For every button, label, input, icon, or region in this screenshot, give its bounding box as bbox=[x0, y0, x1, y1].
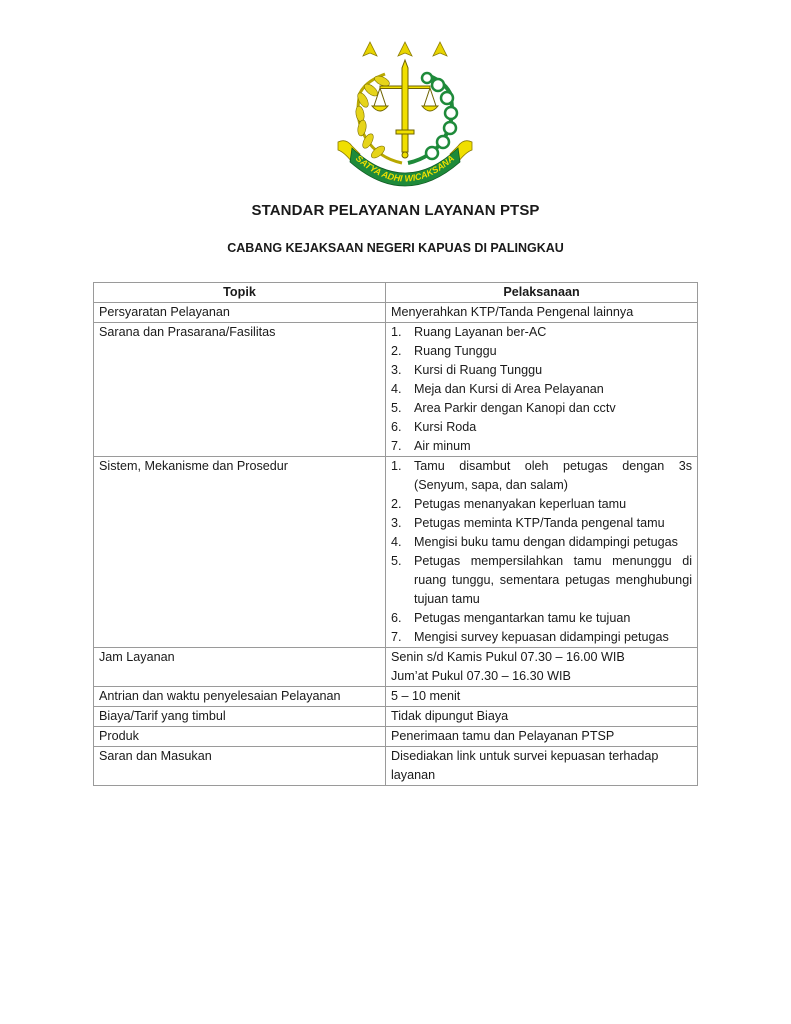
list-item: 7. Mengisi survey kepuasan didampingi petugas bbox=[391, 630, 669, 644]
value-cell: Disediakan link untuk survei kepuasan terhadap layanan bbox=[386, 747, 698, 786]
topic-cell: Persyaratan Pelayanan bbox=[94, 303, 386, 323]
sword-icon bbox=[396, 60, 414, 158]
value-cell: Menyerahkan KTP/Tanda Pengenal lainnya bbox=[386, 303, 698, 323]
value-cell bbox=[386, 323, 698, 457]
topic-cell: Sarana dan Prasarana/Fasilitas bbox=[94, 323, 386, 457]
page-subtitle: CABANG KEJAKSAAN NEGERI KAPUAS DI PALINGKAU bbox=[227, 241, 564, 255]
list-item: 4. Mengisi buku tamu dengan didampingi petugas bbox=[391, 535, 678, 549]
hours-friday: Jum’at Pukul 07.30 – 16.30 WIB bbox=[391, 669, 571, 683]
value-cell: Penerimaan tamu dan Pelayanan PTSP bbox=[386, 727, 698, 747]
list-item: 5. Petugas mempersilahkan tamu menunggu di ruang tunggu, sementara petugas menghubungi tujuan tamu bbox=[391, 554, 692, 606]
list-item: 4. Meja dan Kursi di Area Pelayanan bbox=[391, 382, 604, 396]
header-topik: Topik bbox=[94, 283, 386, 303]
kejaksaan-emblem-icon bbox=[330, 38, 480, 188]
list-item: 7. Air minum bbox=[391, 439, 471, 453]
list-item: 2. Ruang Tunggu bbox=[391, 344, 497, 358]
table-row bbox=[94, 687, 698, 707]
service-standard-table bbox=[93, 282, 698, 786]
topic-cell: Biaya/Tarif yang timbul bbox=[94, 707, 386, 727]
list-item: 3. Kursi di Ruang Tunggu bbox=[391, 363, 543, 377]
topic-cell: Produk bbox=[94, 727, 386, 747]
table-row bbox=[94, 707, 698, 727]
topic-cell: Antrian dan waktu penyelesaian Pelayanan bbox=[94, 687, 386, 707]
topic-cell: Saran dan Masukan bbox=[94, 747, 386, 786]
table-row bbox=[94, 648, 698, 687]
facilities-list bbox=[391, 323, 692, 456]
list-item: 1. Ruang Layanan ber-AC bbox=[391, 325, 547, 339]
list-item: 6. Petugas mengantarkan tamu ke tujuan bbox=[391, 611, 631, 625]
list-item: 5. Area Parkir dengan Kanopi dan cctv bbox=[391, 401, 616, 415]
table-header-row bbox=[94, 283, 698, 303]
list-item: 2. Petugas menanyakan keperluan tamu bbox=[391, 497, 627, 511]
table-row bbox=[94, 323, 698, 457]
table-row bbox=[94, 303, 698, 323]
value-cell: 5 – 10 menit bbox=[386, 687, 698, 707]
header-pelaksanaan: Pelaksanaan bbox=[386, 283, 698, 303]
list-item: 1. Tamu disambut oleh petugas dengan 3s (Senyum, sapa, dan salam) bbox=[391, 459, 692, 492]
hours-weekday: Senin s/d Kamis Pukul 07.30 – 16.00 WIB bbox=[391, 650, 625, 664]
topic-cell: Sistem, Mekanisme dan Prosedur bbox=[94, 457, 386, 648]
table-row bbox=[94, 457, 698, 648]
value-cell: Tidak dipungut Biaya bbox=[386, 707, 698, 727]
table-row bbox=[94, 727, 698, 747]
page-title: STANDAR PELAYANAN LAYANAN PTSP bbox=[251, 202, 540, 219]
procedure-list bbox=[391, 457, 692, 647]
table-row bbox=[94, 747, 698, 786]
list-item: 3. Petugas meminta KTP/Tanda pengenal tamu bbox=[391, 516, 665, 530]
value-cell bbox=[386, 457, 698, 648]
topic-cell: Jam Layanan bbox=[94, 648, 386, 687]
value-cell bbox=[386, 648, 698, 687]
list-item: 6. Kursi Roda bbox=[391, 420, 477, 434]
motto-text: SATYA ADHI WICAKSANA bbox=[353, 153, 457, 184]
triangle-stars-icon bbox=[363, 42, 447, 56]
